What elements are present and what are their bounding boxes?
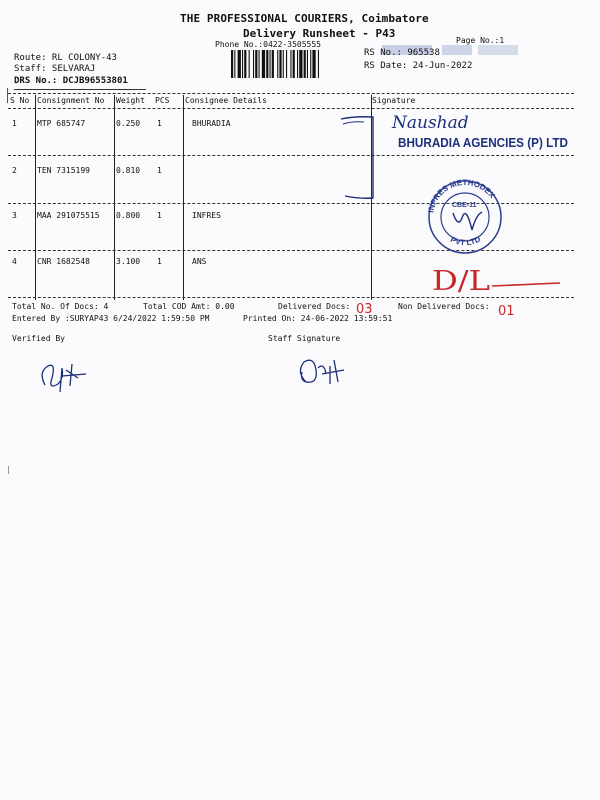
staff-signature-label: Staff Signature (268, 334, 341, 343)
col-header-weight: Weight (116, 96, 145, 105)
row-weight: 0.800 (116, 211, 141, 220)
svg-text:PVT LTD (449, 234, 482, 247)
row-pcs: 1 (157, 211, 162, 220)
row-consignment: MAA 291075515 (37, 211, 100, 220)
row-consignee: INFRES (192, 211, 221, 220)
row-sno: 1 (12, 119, 17, 128)
non-delivered-handwritten: 01 (498, 304, 515, 319)
row-consignment: TEN 7315199 (37, 166, 90, 175)
row-consignee: ANS (192, 257, 207, 266)
row-pcs: 1 (157, 257, 162, 266)
row-consignee: BHURADIA (192, 119, 231, 128)
staff-label: Staff: SELVARAJ (14, 64, 96, 74)
row-consignment: MTP 685747 (37, 119, 86, 128)
company-title: THE PROFESSIONAL COURIERS, Coimbatore (180, 12, 429, 25)
page-number: Page No.:1 (456, 36, 505, 45)
col-header-consignee: Consignee Details (185, 96, 267, 105)
col-header-pcs: PCS (155, 96, 170, 105)
col-header-sno: S No (10, 96, 30, 105)
row-sno: 2 (12, 166, 17, 175)
scan-artifact (8, 466, 9, 474)
company-seal-icon (426, 178, 501, 253)
row-weight: 0.810 (116, 166, 141, 175)
printed-on: Printed On: 24-06-2022 13:59:51 (243, 314, 393, 323)
delivered-handwritten: 03 (356, 302, 373, 317)
verified-by-label: Verified By (12, 334, 65, 343)
row1-company-stamp: BHURADIA AGENCIES (P) LTD (398, 136, 568, 150)
seal-text-center: CBE-11 (452, 202, 477, 209)
total-cod: Total COD Amt: 0.00 (143, 302, 235, 311)
row-weight: 3.100 (116, 257, 141, 266)
phone-number: Phone No.:0422-3505555 (215, 40, 321, 49)
seal-text-bottom: PVT LTD (448, 234, 483, 248)
seal-text-top: INFRES METHODEX (426, 177, 497, 214)
verified-signature-icon (42, 364, 86, 392)
row-consignment: CNR 1682548 (37, 257, 90, 266)
delivered-docs-label: Delivered Docs: (278, 302, 351, 311)
row-pcs: 1 (157, 119, 162, 128)
row-pcs: 1 (157, 166, 162, 175)
bracket-mark-icon (341, 117, 373, 199)
runsheet-title: Delivery Runsheet - P43 (243, 27, 396, 40)
drs-number: DRS No.: DCJB96553801 (14, 76, 128, 86)
rs-date: RS Date: 24-Jun-2022 (364, 61, 473, 71)
route-label: Route: RL COLONY-43 (14, 53, 117, 63)
entered-by: Entered By :SURYAP43 6/24/2022 1:59:50 PM (12, 314, 210, 323)
row1-handwritten-signature: Naushad (392, 113, 469, 133)
total-docs: Total No. Of Docs: 4 (12, 302, 109, 311)
col-header-consignment: Consignment No (37, 96, 105, 105)
non-delivered-docs-label: Non Delivered Docs: (398, 302, 490, 311)
row-sno: 4 (12, 257, 17, 266)
col-header-signature: Signature (372, 96, 416, 105)
row-weight: 0.250 (116, 119, 141, 128)
rs-number: RS No.: 965538 (364, 48, 440, 58)
row-sno: 3 (12, 211, 17, 220)
staff-signature-icon (300, 360, 344, 384)
row4-dl-mark: D/L (432, 266, 491, 297)
